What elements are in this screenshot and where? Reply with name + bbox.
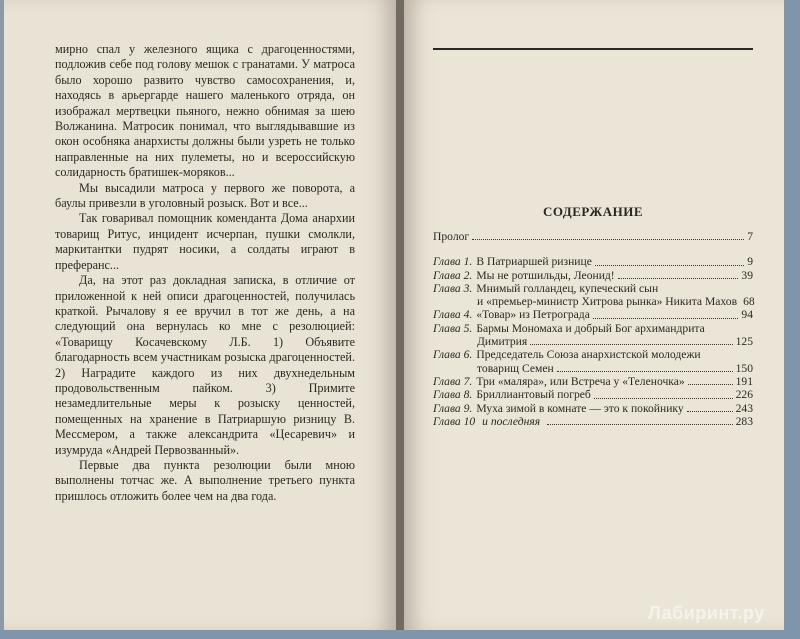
toc-row-continuation	[433, 335, 753, 348]
toc-page-number: 243	[735, 401, 753, 415]
toc-leader-dots	[688, 384, 733, 385]
toc-chapter-label: Глава 6.	[433, 348, 473, 362]
toc-page-number: 150	[735, 361, 753, 375]
toc-row	[433, 282, 753, 295]
toc-chapter-label: Глава 10	[433, 414, 476, 428]
watermark: Лабиринт.ру	[648, 603, 765, 623]
paragraph: Первые два пункта резолюции были мною выполнены тотчас же. А выполнение третьего пункта пришлось отложить более чем на два года.	[55, 457, 355, 503]
toc-entry-title: Председатель Союза анархистской молодежи	[476, 348, 701, 362]
book-gutter	[396, 0, 404, 639]
toc-entry-title-cont: и «премьер-министр Хитрова рынка» Никита Махов	[477, 295, 738, 309]
toc-chapter-label: Глава 8.	[433, 388, 473, 402]
left-page-body-text	[55, 42, 355, 504]
toc-page-number: 9	[747, 255, 753, 269]
toc-page-number: 191	[735, 374, 753, 388]
toc-entry-title: Мы не ротшильды, Леонид!	[476, 268, 615, 282]
toc-chapter-label: Глава 9.	[433, 401, 473, 415]
toc-leader-dots	[618, 278, 739, 279]
toc-row	[433, 375, 753, 388]
toc-leader-dots	[593, 318, 739, 319]
toc-chapter-label: Глава 2.	[433, 268, 473, 282]
toc-entry-title-cont: товарищ Семен	[477, 361, 554, 375]
toc-entry-title: «Товар» из Петрограда	[476, 308, 590, 322]
toc-chapter-label: Глава 3.	[433, 281, 473, 295]
toc-chapter-label: Глава 5.	[433, 321, 473, 335]
toc-page-number: 94	[741, 308, 753, 322]
toc-leader-dots	[547, 424, 732, 425]
toc-leader-dots	[595, 265, 744, 266]
toc-row	[433, 269, 753, 282]
toc-entry-title: Мнимый голландец, купеческий сын	[476, 281, 659, 295]
toc-row-continuation	[433, 295, 753, 308]
toc-entry-title: Бриллиантовый погреб	[476, 388, 591, 402]
toc-entry-title: Пролог	[433, 230, 470, 243]
toc-row-prologue	[433, 230, 753, 243]
toc-page-number: 125	[735, 335, 753, 349]
cover-bottom-edge	[0, 630, 800, 639]
toc-chapter-label: Глава 4.	[433, 308, 473, 322]
toc-leader-dots	[687, 411, 733, 412]
toc-row	[433, 388, 753, 401]
toc-title: СОДЕРЖАНИЕ	[542, 204, 644, 219]
header-rule	[433, 48, 753, 50]
toc-chapter-label: Глава 7.	[433, 374, 473, 388]
toc-entry-title: Бармы Мономаха и добрый Бог архимандрита	[476, 321, 705, 335]
toc-leader-dots	[594, 398, 733, 399]
toc-page-number: 226	[735, 388, 753, 402]
toc-leader-dots	[557, 371, 733, 372]
toc-row	[433, 402, 753, 415]
toc-entry-title: и последняя	[482, 414, 541, 428]
toc-row	[433, 308, 753, 321]
toc-row	[433, 415, 753, 428]
toc-row	[433, 322, 753, 335]
toc-row	[433, 255, 753, 268]
toc-entry-title: В Патриаршей ризнице	[476, 255, 592, 269]
cover-edge	[784, 0, 800, 639]
toc-entry-title-cont: Димитрия	[477, 335, 528, 349]
toc-leader-dots	[530, 344, 732, 345]
toc-page-number: 68	[743, 295, 755, 309]
toc-entry-title: Муха зимой в комнате — это к покойнику	[476, 401, 684, 415]
paragraph: мирно спал у железного ящика с драгоценностями, подложив себе под голову мешок с гранатами. У матроса было хорошо развито чувство самосохранения, и, находясь в арьергарде нашего маленького отряда, он изображал мертвецки пьяного, нежно обнимая за шею Волжанина. Матросик понимал, что выглядывавшие из окон особняка анархисты должны были узреть не только направленные на них пулеметы, но и всероссийскую солидарность братишек-моряков...	[55, 42, 355, 180]
paragraph: Да, на этот раз докладная записка, в отличие от приложенной к ней описи драгоценностей, получилась краткой. Рычалову я ее вручил в тот же день, а на следующий она вернулась ко мне с резолюцией: «Товарищу Косачевскому Л.Б. 1) Объявите благодарность всем участникам розыска драгоценностей. 2) Наградите каждого из них двухнедельным продовольственным пайком. 3) Примите незамедлительные меры к розыску ценностей, помещенных на хранение в Патриаршую ризницу В. Мессмером, а также александрита «Цесаревич» и изумруда «Андрей Первозванный».	[55, 273, 355, 457]
table-of-contents	[433, 230, 753, 428]
toc-entry-title: Три «маляра», или Встреча у «Теленочка»	[476, 374, 685, 388]
toc-page-number: 7	[747, 230, 753, 243]
paragraph: Так говаривал помощник коменданта Дома анархии товарищ Ритус, инцидент исчерпан, пушки смолкли, маркитантки пудрят носики, а солдаты играют в преферанс...	[55, 211, 355, 272]
toc-leader-dots	[472, 239, 744, 240]
paragraph: Мы высадили матроса у первого же поворота, а баулы привезли в уголовный розыск. Вот и все...	[55, 180, 355, 211]
toc-chapter-label: Глава 1.	[433, 255, 473, 269]
toc-row-continuation	[433, 362, 753, 375]
toc-page-number: 39	[741, 268, 753, 282]
toc-page-number: 283	[735, 414, 753, 428]
toc-row	[433, 348, 753, 361]
